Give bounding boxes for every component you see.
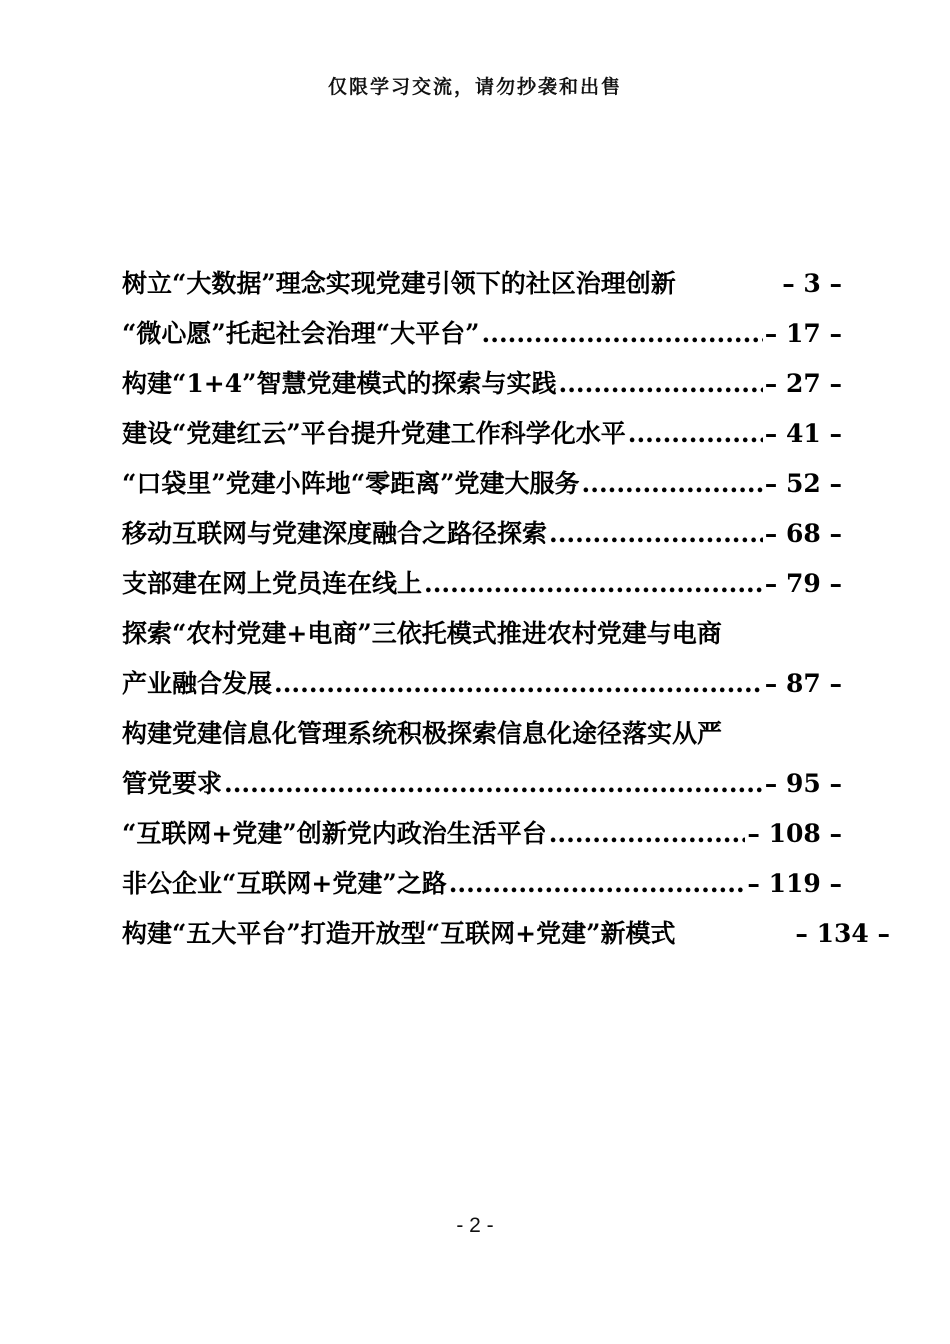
toc-entry-title-continued: 管党要求 [122,769,223,798]
toc-leader-dots [549,509,763,559]
toc-entry[interactable] [122,509,842,559]
toc-leader-dots [549,809,746,859]
toc-leader-dots [274,659,763,709]
toc-leader-dots [424,559,763,609]
toc-leader-dots [559,359,763,409]
toc-entry-page: – 68 – [764,519,842,548]
toc-entry-title: “口袋里”党建小阵地“零距离”党建大服务 [122,469,580,498]
toc-entry[interactable] [122,259,842,309]
toc-entry-title: 移动互联网与党建深度融合之路径探索 [122,519,548,548]
toc-entry-page: – 79 – [764,569,842,598]
toc-entry-first-line[interactable] [122,709,842,759]
toc-entry[interactable] [122,809,842,859]
toc-entry[interactable] [122,659,842,709]
toc-entry-title: 建设“党建红云”平台提升党建工作科学化水平 [122,419,626,448]
toc-entry-title: 构建“1+4”智慧党建模式的探索与实践 [122,369,557,398]
toc-entry-title-continued: 产业融合发展 [122,669,273,698]
toc-entry-page: – 3 – [782,269,842,298]
page-header: 仅限学习交流，请勿抄袭和出售 [327,76,622,98]
toc-entry-page: – 17 – [764,319,842,348]
toc-entry-page: – 119 – [747,869,842,898]
toc-entry[interactable] [122,409,842,459]
toc-entry-page: – 52 – [764,469,842,498]
toc-entry-page: – 134 – [795,919,890,948]
table-of-contents [122,259,890,959]
toc-entry[interactable] [122,359,842,409]
page-number: - 2 - [456,1214,494,1237]
toc-entry-page: – 95 – [764,769,842,798]
toc-entry-title: 树立“大数据”理念实现党建引领下的社区治理创新 [122,269,676,298]
toc-entry[interactable] [122,459,842,509]
toc-leader-dots [628,409,763,459]
toc-entry[interactable] [122,759,842,809]
toc-entry-page: – 27 – [764,369,842,398]
toc-entry[interactable] [122,309,842,359]
toc-leader-dots [449,859,746,909]
toc-entry[interactable] [122,559,842,609]
toc-entry-title: “微心愿”托起社会治理“大平台” [122,319,480,348]
toc-entry-title: 构建“五大平台”打造开放型“互联网+党建”新模式 [122,919,676,948]
toc-leader-dots [482,309,763,359]
toc-entry-title: 非公企业“互联网+党建”之路 [122,869,447,898]
toc-entry-title: 构建党建信息化管理系统积极探索信息化途径落实从严 [122,719,723,748]
toc-entry[interactable] [122,909,890,959]
toc-entry-title: “互联网+党建”创新党内政治生活平台 [122,819,547,848]
toc-entry[interactable] [122,859,842,909]
toc-entry-title: 探索“农村党建+电商”三依托模式推进农村党建与电商 [122,619,722,648]
toc-entry-title: 支部建在网上党员连在线上 [122,569,423,598]
toc-entry-page: – 87 – [764,669,842,698]
toc-entry-first-line[interactable] [122,609,842,659]
toc-entry-page: – 41 – [764,419,842,448]
toc-entry-page: – 108 – [747,819,842,848]
toc-leader-dots [582,459,763,509]
toc-leader-dots [224,759,763,809]
